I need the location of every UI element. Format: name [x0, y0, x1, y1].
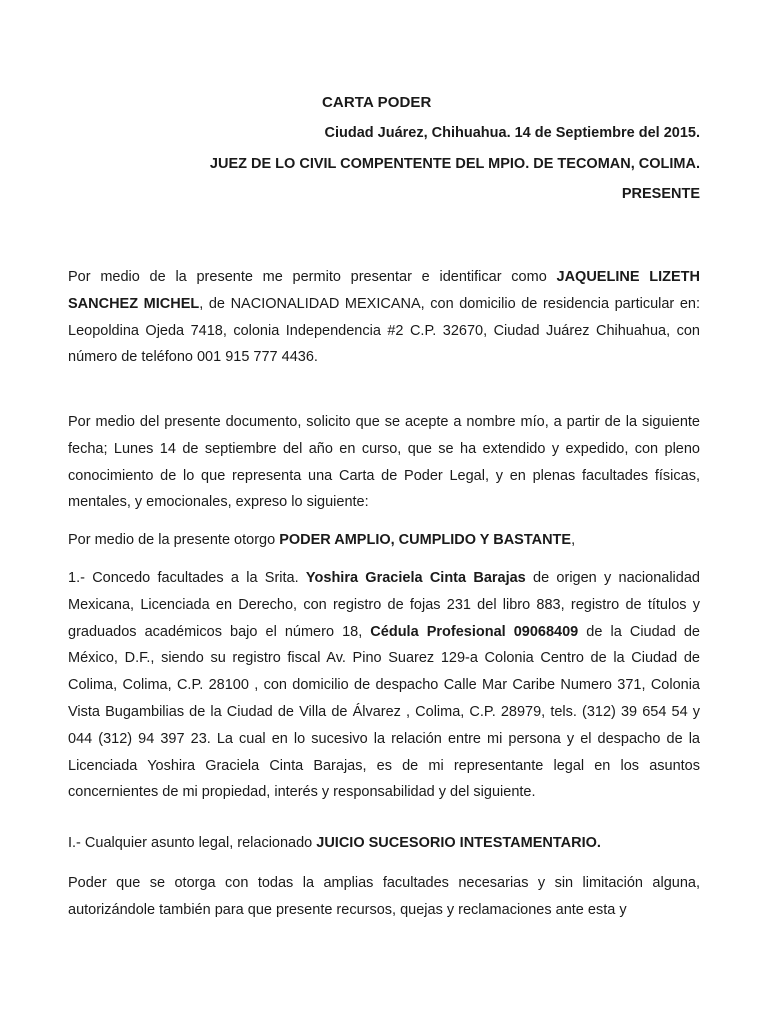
- paragraph-grant: [68, 527, 700, 554]
- p1-text-b: , de NACIONALIDAD MEXICANA, con domicilio de residencia particular en: Leopoldina Ojeda 7418, colonia Independencia #2 C.P. 32670, Ciudad Juárez Chihuahua, con número de teléfono 001 915 777 4436.: [68, 295, 700, 366]
- addressee: JUEZ DE LO CIVIL COMPENTENTE DEL MPIO. DE TECOMAN, COLIMA.: [209, 156, 700, 172]
- paragraph-attorney: [68, 565, 700, 806]
- attorney-name: Yoshira Graciela Cinta Barajas: [305, 570, 526, 586]
- paragraph-identification: [68, 264, 700, 371]
- paragraph-request: Por medio del presente documento, solicito que se acepte a nombre mío, a partir de la siguiente fecha; Lunes 14 de septiembre del año en curso, que se ha extendido y expedido, con pleno conocimiento de lo que representa una Carta de Poder Legal, y en plenas facultades físicas, mentales, y emocionales, expreso lo siguiente:: [68, 414, 700, 511]
- p3-text-a: Por medio de la presente otorgo: [68, 532, 280, 548]
- document-title: CARTA PODER: [322, 94, 432, 111]
- p1-text-a: Por medio de la presente me permito presentar e identificar como: [68, 269, 557, 285]
- p4-text-a: 1.- Concedo facultades a la Srita.: [68, 570, 306, 586]
- professional-license: Cédula Profesional 09068409: [370, 623, 579, 640]
- matter-title: JUICIO SUCESORIO INTESTAMENTARIO.: [316, 835, 601, 851]
- p4-text-b: de origen y nacionalidad Mexicana, Licenciada en Derecho, con registro de fojas 231 del libro 883, registro de títulos y graduados académicos bajo el número 18,: [68, 570, 700, 640]
- grantor-name: JAQUELINE LIZETH SANCHEZ MICHEL: [68, 269, 700, 312]
- place-date: Ciudad Juárez, Chihuahua. 14 de Septiembre del 2015.: [324, 125, 700, 141]
- p3-text-b: ,: [571, 532, 576, 548]
- paragraph-matter: [68, 830, 700, 857]
- p5-text-a: I.- Cualquier asunto legal, relacionado: [68, 835, 317, 851]
- presente-line: PRESENTE: [621, 186, 700, 202]
- p4-text-c: de la Ciudad de México, D.F., siendo su registro fiscal Av. Pino Suarez 129-a Colonia Centro de la Ciudad de Colima, Colima, C.P. 28100 , con domicilio de despacho Calle Mar Caribe Numero 371, Colonia Vista Bugambilias de la Ciudad de Villa de Álvarez , Colima, C.P. 28979, tels. (312) 39 654 54 y 044 (312) 94 397 23. La cual en lo sucesivo la relación entre mi persona y el despacho de la Licenciada Yoshira Graciela Cinta Barajas, es de mi representante legal en los asuntos concernientes de mi propiedad, interés y responsabilidad y del siguiente.: [68, 623, 700, 801]
- power-type: PODER AMPLIO, CUMPLIDO Y BASTANTE: [279, 532, 572, 548]
- paragraph-powers: Poder que se otorga con todas la amplias facultades necesarias y sin limitación alguna, autorizándole también para que presente recursos, quejas y reclamaciones ante esta y: [68, 875, 700, 918]
